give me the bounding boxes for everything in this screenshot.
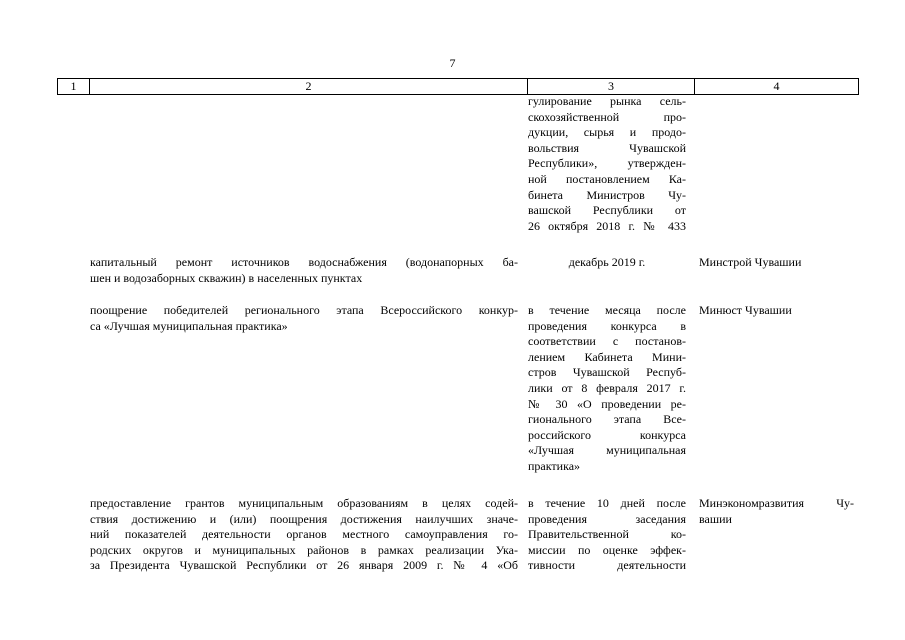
row-4-col-4 (699, 496, 854, 527)
row-3-col-3 (528, 303, 686, 475)
text-line: проведения конкурса в (528, 318, 686, 333)
text-line: поощрение победителей регионального этапа Всероссийского конкур- (90, 303, 518, 317)
text-line: капитальный ремонт источников водоснабжения (водонапорных ба- (90, 255, 518, 269)
text-line: вольствия Чувашской (528, 140, 686, 155)
row-4-col-3 (528, 496, 686, 574)
text-line: соответствии с постанов- (528, 334, 686, 349)
row-3-col-4: Минюст Чувашии (699, 303, 792, 317)
text-line: ной постановлением Ка- (528, 171, 686, 186)
text-line: шен и водозаборных скважин) в населенных пунктах (90, 270, 363, 285)
row-2-col-3: декабрь 2019 г. (568, 255, 646, 269)
text-line: Минэкономразвития Чу- (699, 496, 854, 510)
text-line: Республики», утвержден- (528, 156, 686, 171)
text-line: № 30 «О проведении ре- (528, 396, 686, 411)
text-line: родских округов и муниципальных районов в рамках реализации Ука- (90, 542, 518, 557)
text-line: в течение 10 дней после (528, 496, 686, 510)
text-line: лики от 8 февраля 2017 г. (528, 380, 686, 395)
text-line: Правительственной ко- (528, 527, 686, 542)
text-line: в течение месяца после (528, 303, 686, 317)
row-1-col-3 (528, 94, 686, 234)
text-line: за Президента Чувашской Республики от 26 января 2009 г. № 4 «Об (90, 558, 518, 573)
header-col-4: 4 (773, 79, 780, 93)
header-col-3: 3 (528, 79, 695, 94)
page-number: 7 (449, 56, 456, 70)
text-line: вашии (699, 511, 732, 526)
text-line: ний показателей деятельности органов местного самоуправления го- (90, 527, 518, 542)
text-line: практика» (528, 458, 581, 473)
text-line: предоставление грантов муниципальным образованиям в целях содей- (90, 496, 518, 510)
text-line: са «Лучшая муниципальная практика» (90, 318, 288, 333)
row-2-col-2 (90, 255, 518, 286)
text-line: проведения заседания (528, 511, 686, 526)
row-3-col-2 (90, 303, 518, 334)
text-line: «Лучшая муниципальная (528, 443, 686, 458)
text-line: ствия достижению и (или) поощрения достижения наилучших значе- (90, 511, 518, 526)
text-line: гулирование рынка сель- (528, 94, 686, 108)
text-line: лением Кабинета Мини- (528, 349, 686, 364)
text-line: 26 октября 2018 г. № 433 (528, 218, 686, 233)
text-line: скохозяйственной про- (528, 109, 686, 124)
text-line: вашской Республики от (528, 203, 686, 218)
text-line: дукции, сырья и продо- (528, 125, 686, 140)
table-header (57, 78, 859, 95)
text-line: миссии по оценке эффек- (528, 542, 686, 557)
header-col-2: 2 (90, 79, 528, 94)
text-line: стров Чувашской Респуб- (528, 365, 686, 380)
row-4-col-2 (90, 496, 518, 574)
row-2-col-4: Минстрой Чувашии (699, 255, 802, 269)
text-line: гионального этапа Все- (528, 412, 686, 427)
header-col-1: 1 (58, 79, 90, 94)
text-line: бинета Министров Чу- (528, 187, 686, 202)
text-line: тивности деятельности (528, 558, 686, 573)
text-line: российского конкурса (528, 427, 686, 442)
